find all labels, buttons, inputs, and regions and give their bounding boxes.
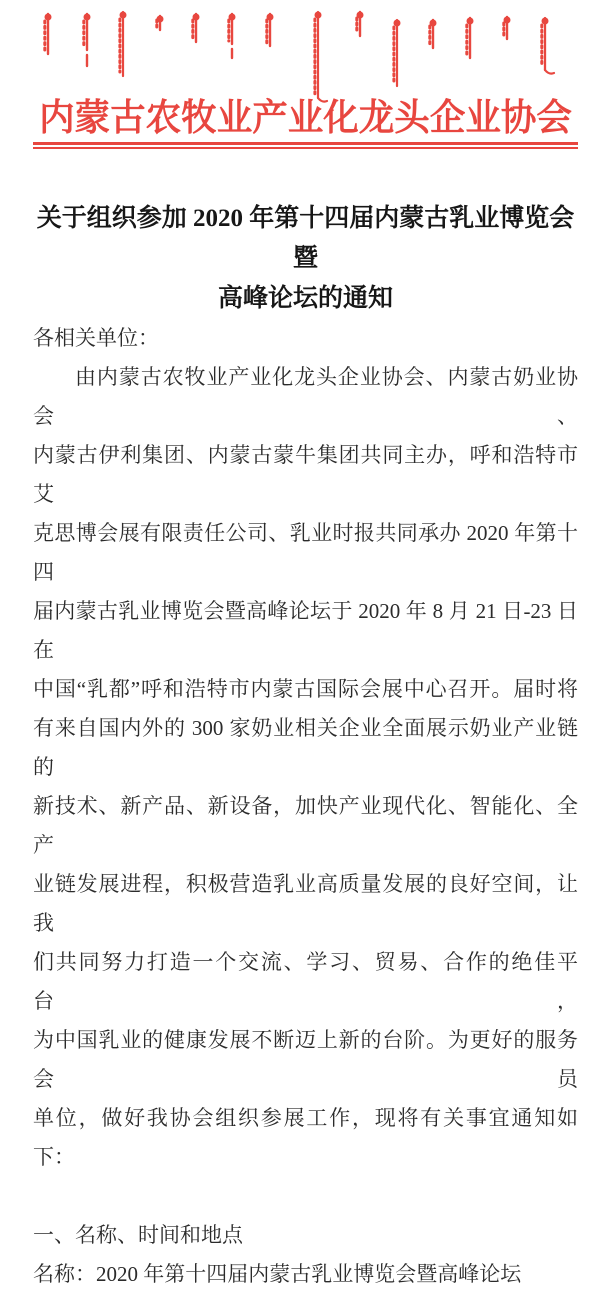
- paragraph-line: 们共同努力打造一个交流、学习、贸易、合作的绝佳平台，: [33, 950, 578, 1013]
- notice-title: [33, 199, 578, 319]
- divider-thin-line: [33, 147, 578, 149]
- paragraph-line: 新技术、新产品、新设备，加快产业现代化、智能化、全产: [33, 794, 578, 857]
- blank-line: [33, 1177, 578, 1216]
- section-heading: 一、名称、时间和地点: [33, 1223, 243, 1247]
- divider-thick-line: [33, 142, 578, 145]
- notice-title-line2: 高峰论坛的通知: [217, 285, 393, 312]
- letterhead: [0, 0, 611, 153]
- paragraph-line: 业链发展进程，积极营造乳业高质量发展的良好空间，让我: [33, 872, 578, 935]
- paragraph-line: 由内蒙古农牧业产业化龙头企业协会、内蒙古奶业协会、: [33, 365, 578, 428]
- paragraph-line: 为中国乳业的健康发展不断迈上新的台阶。为更好的服务会员: [33, 1028, 578, 1091]
- paragraph-line: 中国“乳都”呼和浩特市内蒙古国际会展中心召开。届时将: [33, 677, 578, 701]
- paragraph-line: 有来自国内外的 300 家奶业相关企业全面展示奶业产业链的: [33, 716, 578, 779]
- event-name-line: 名称：2020 年第十四届内蒙古乳业博览会暨高峰论坛: [33, 1262, 522, 1286]
- notice-body: [0, 199, 611, 1294]
- notice-title-line1: 关于组织参加 2020 年第十四届内蒙古乳业博览会暨: [36, 205, 575, 272]
- notice-paragraph: [33, 358, 578, 1177]
- paragraph-line: 克思博会展有限责任公司、乳业时报共同承办 2020 年第十四: [33, 521, 578, 584]
- salutation: 各相关单位：: [33, 326, 159, 350]
- organization-name: 内蒙古农牧业产业化龙头企业协会: [39, 98, 572, 139]
- paragraph-line: 单位，做好我协会组织参展工作，现将有关事宜通知如下：: [33, 1106, 578, 1169]
- paragraph-line: 内蒙古伊利集团、内蒙古蒙牛集团共同主办，呼和浩特市艾: [33, 443, 578, 506]
- letterhead-divider: [33, 142, 578, 149]
- paragraph-line: 届内蒙古乳业博览会暨高峰论坛于 2020 年 8 月 21 日-23 日在: [33, 599, 578, 662]
